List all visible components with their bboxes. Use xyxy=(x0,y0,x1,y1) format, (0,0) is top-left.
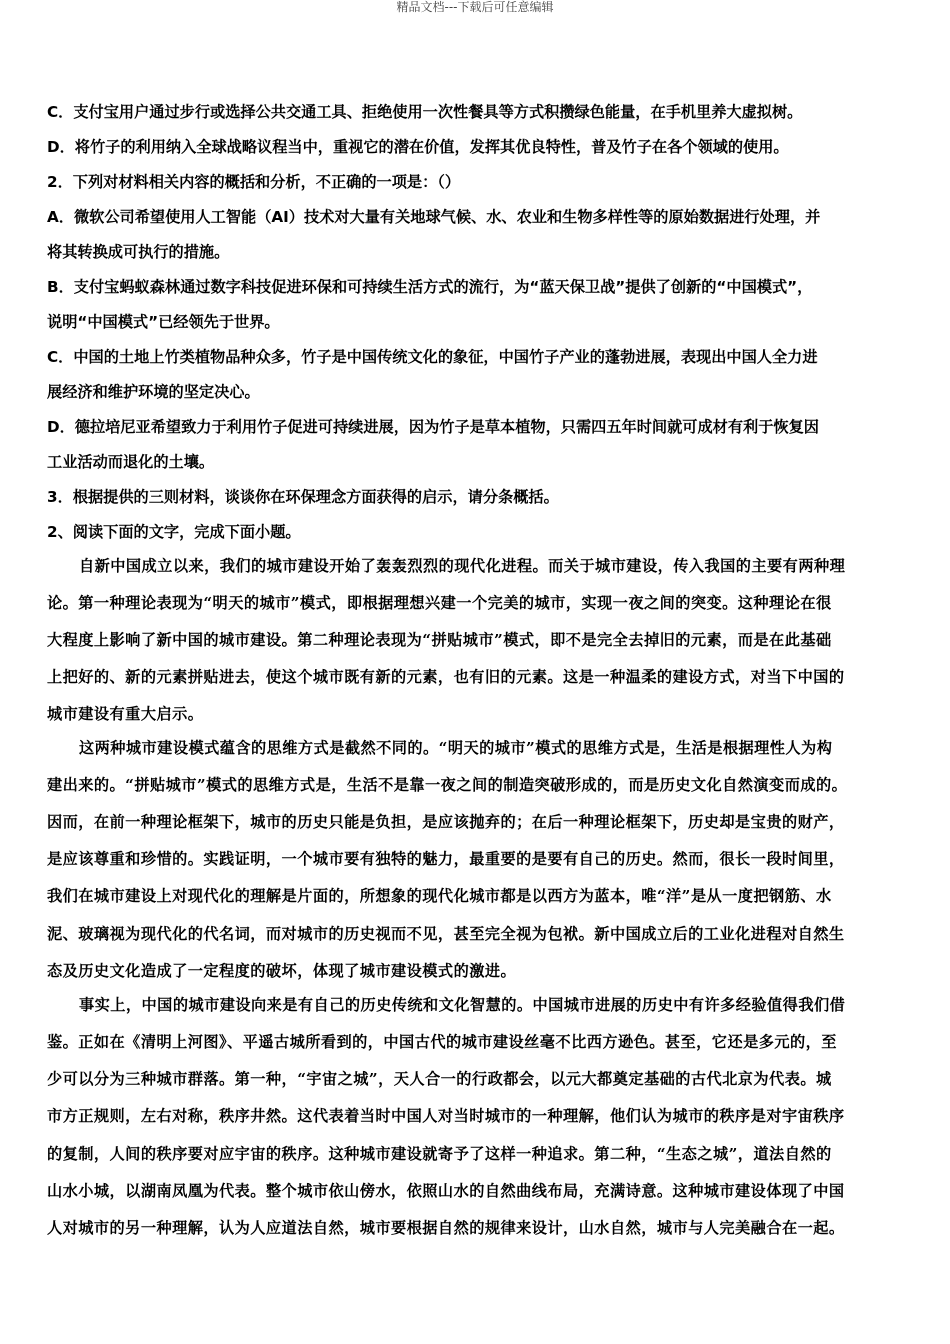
article-line: 人对城市的另一种理解，认为人应道法自然，城市要根据自然的规律来设计，山水自然，城市与人完美融合在一起。 xyxy=(47,1219,845,1237)
article-line: 事实上，中国的城市建设向来是有自己的历史传统和文化智慧的。中国城市进展的历史中有许多经验值得我们借 xyxy=(79,996,846,1014)
article-line: 城市建设有重大启示。 xyxy=(47,705,204,723)
article-line: 论。第一种理论表现为“明天的城市”模式，即根据理想兴建一个完美的城市，实现一夜之间的突变。这种理论在很 xyxy=(47,594,832,612)
q2-option-d-line-1: D．德拉培尼亚希望致力于利用竹子促进可持续进展，因为竹子是草本植物，只需四五年时间就可成材有利于恢复因 xyxy=(47,418,819,436)
question-2-stem: 2．下列对材料相关内容的概括和分析，不正确的一项是：（） xyxy=(47,173,461,191)
option-c-text: C．支付宝用户通过步行或选择公共交通工具、拒绝使用一次性餐具等方式积攒绿色能量，在手机里养大虚拟树。 xyxy=(47,103,803,121)
article-line: 少可以分为三种城市群落。第一种，“宇宙之城”，天人合一的行政都会，以元大都奠定基础的古代北京为代表。城 xyxy=(47,1070,832,1088)
page-header: 精品文档---下载后可任意编辑 xyxy=(396,0,554,14)
q2-option-a-line-1: A．微软公司希望使用人工智能（AI）技术对大量有关地球气候、水、农业和生物多样性等的原始数据进行处理，并 xyxy=(47,208,821,226)
article-line: 自新中国成立以来，我们的城市建设开始了轰轰烈烈的现代化进程。而关于城市建设，传入我国的主要有两种理 xyxy=(79,557,846,575)
article-line: 是应该尊重和珍惜的。实践证明，一个城市要有独特的魅力，最重要的是要有自己的历史。然而，很长一段时间里， xyxy=(47,850,845,868)
q2-option-b-line-1: B．支付宝蚂蚁森林通过数字科技促进环保和可持续生活方式的流行，为“蓝天保卫战”提供了创新的“中国模式”， xyxy=(47,278,813,296)
q2-option-b-line-2: 说明“中国模式”已经领先于世界。 xyxy=(47,313,280,331)
q2-option-d-line-2: 工业活动而退化的土壤。 xyxy=(47,453,215,471)
article-line: 鉴。正如在《清明上河图》、平遥古城所看到的，中国古代的城市建设丝毫不比西方逊色。甚至，它还是多元的，至 xyxy=(47,1033,837,1051)
article-line: 因而，在前一种理论框架下，城市的历史只能是负担，是应该抛弃的；在后一种理论框架下，历史却是宝贵的财产， xyxy=(47,813,845,831)
article-line: 的复制，人间的秩序要对应宇宙的秩序。这种城市建设就寄予了这样一种追求。第二种，“生态之城”，道法自然的 xyxy=(47,1145,832,1163)
article-line: 市方正规则，左右对称，秩序井然。这代表着当时中国人对当时城市的一种理解，他们认为城市的秩序是对宇宙秩序 xyxy=(47,1107,845,1125)
q2-option-c-line-2: 展经济和维护环境的坚定决心。 xyxy=(47,383,260,401)
article-line: 泥、玻璃视为现代化的代名词，而对城市的历史视而不见，甚至完全视为包袱。新中国成立后的工业化进程对自然生 xyxy=(47,925,845,943)
q2-option-c-line-1: C．中国的土地上竹类植物品种众多，竹子是中国传统文化的象征，中国竹子产业的蓬勃进展，表现出中国人全力进 xyxy=(47,348,818,366)
article-line: 态及历史文化造成了一定程度的破坏，体现了城市建设模式的激进。 xyxy=(47,962,517,980)
section-2-title: 2、阅读下面的文字，完成下面小题。 xyxy=(47,523,301,541)
article-line: 这两种城市建设模式蕴含的思维方式是截然不同的。“明天的城市”模式的思维方式是，生活是根据理性人为构 xyxy=(79,739,833,757)
q2-option-a-line-2: 将其转换成可执行的措施。 xyxy=(47,243,230,261)
article-line: 大程度上影响了新中国的城市建设。第二种理论表现为“拼贴城市”模式，即不是完全去掉旧的元素，而是在此基础 xyxy=(47,631,832,649)
article-line: 山水小城，以湖南凤凰为代表。整个城市依山傍水，依照山水的自然曲线布局，充满诗意。这种城市建设体现了中国 xyxy=(47,1182,845,1200)
article-line: 建出来的。“拼贴城市”模式的思维方式是，生活不是靠一夜之间的制造突破形成的，而是历史文化自然演变而成的。 xyxy=(47,776,848,794)
option-d-text: D．将竹子的利用纳入全球战略议程当中，重视它的潜在价值，发挥其优良特性，普及竹子在各个领域的使用。 xyxy=(47,138,789,156)
article-line: 上把好的、新的元素拼贴进去，使这个城市既有新的元素，也有旧的元素。这是一种温柔的建设方式，对当下中国的 xyxy=(47,668,845,686)
article-line: 我们在城市建设上对现代化的理解是片面的，所想象的现代化城市都是以西方为蓝本，唯“洋”是从一度把钢筋、水 xyxy=(47,887,832,905)
question-3-text: 3．根据提供的三则材料，谈谈你在环保理念方面获得的启示，请分条概括。 xyxy=(47,488,559,506)
